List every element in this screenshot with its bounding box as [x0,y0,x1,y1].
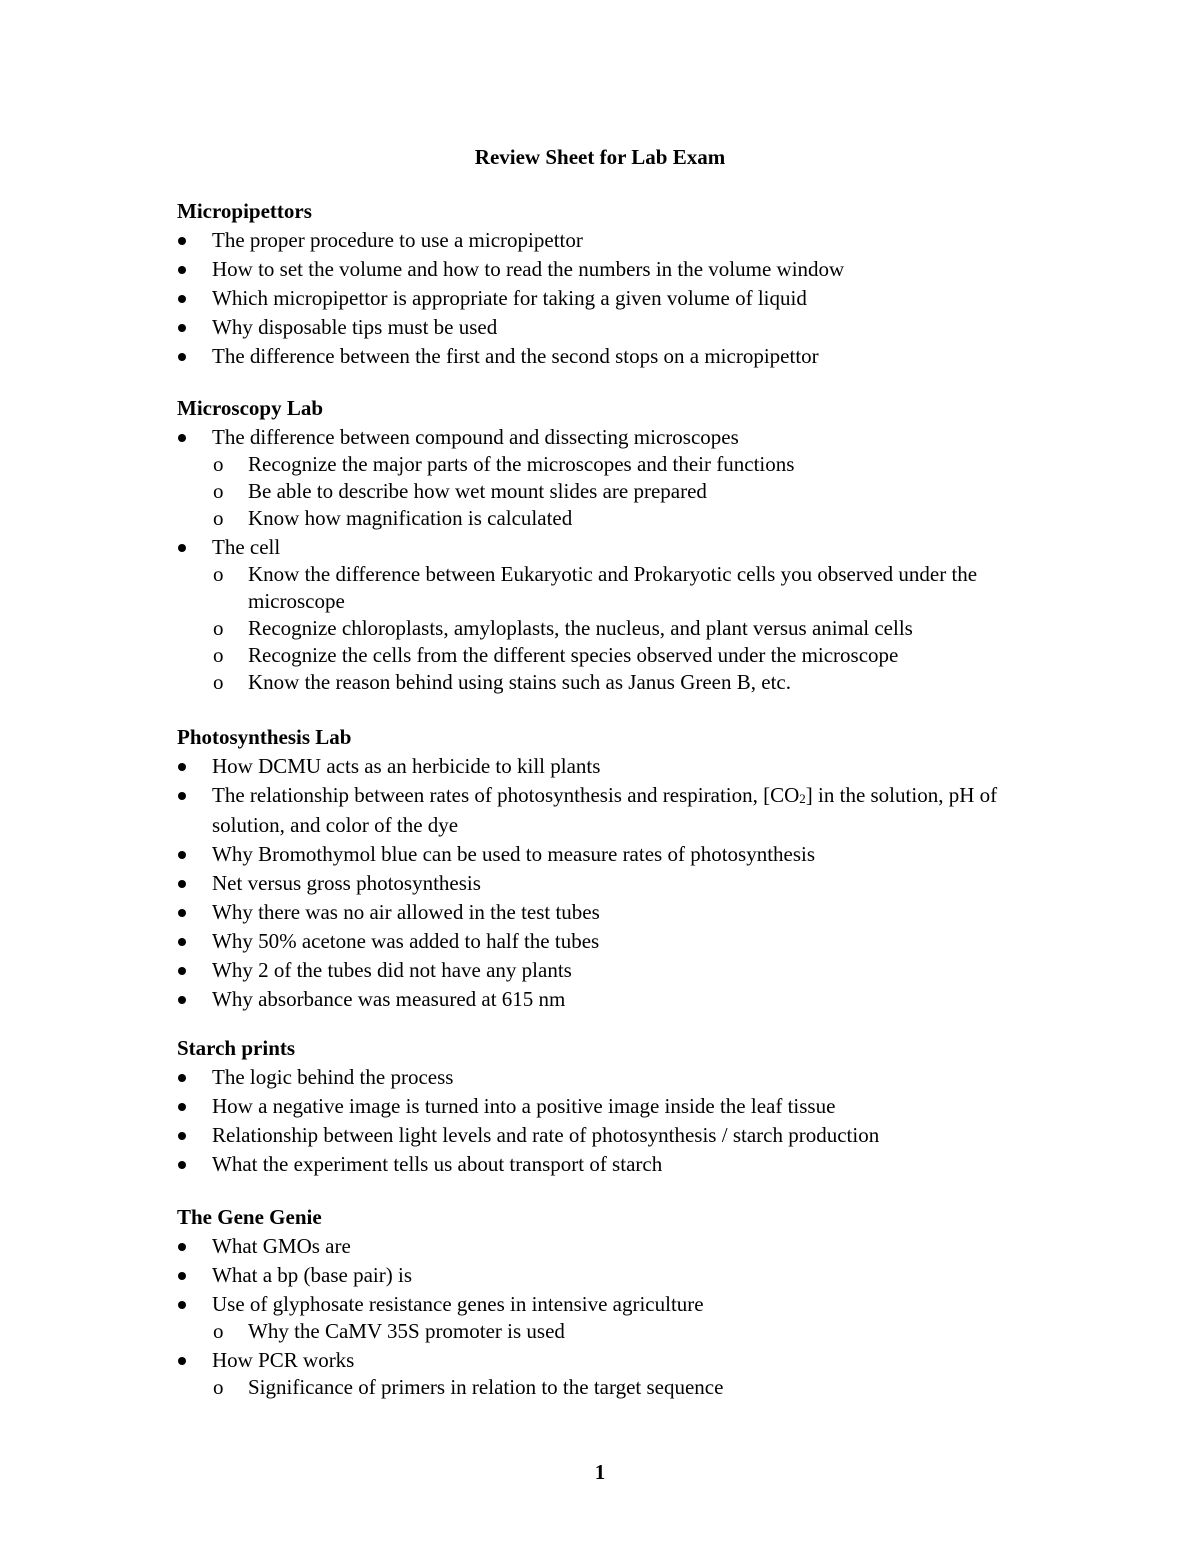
sub-list-item: o Significance of primers in relation to the target sequence [213,1375,724,1399]
sub-list [177,1374,1037,1401]
sub-bullet-marker: o [213,452,224,476]
sub-list [177,451,1037,532]
list-item: The proper procedure to use a micropipettor [177,227,1037,254]
list-item [177,534,1037,696]
bullet-list [177,424,1037,696]
sub-list [177,1318,1037,1345]
sub-list-item: o Know the difference between Eukaryotic and Prokaryotic cells you observed under the microscope [213,562,978,613]
bullet-list [177,1233,1037,1401]
list-item: How to set the volume and how to read the numbers in the volume window [177,256,1037,283]
list-item: What a bp (base pair) is [177,1262,1037,1289]
sub-list-item: o Know how magnification is calculated [213,506,573,530]
sub-list [177,561,1037,696]
section-starch-prints [177,1035,1037,1180]
list-item: What GMOs are [177,1233,1037,1260]
section-heading: Micropipettors [177,199,312,223]
list-item: Why 2 of the tubes did not have any plants [177,957,1037,984]
sub-list-item: o Be able to describe how wet mount slides are prepared [213,479,707,503]
list-item: What the experiment tells us about transport of starch [177,1151,1037,1178]
list-item [177,1347,1037,1401]
subscript-two: 2 [799,791,806,806]
sub-list-item: o Recognize the cells from the different species observed under the microscope [213,643,899,667]
list-item-text: The difference between compound and dissecting microscopes [212,425,739,449]
list-item: Why Bromothymol blue can be used to measure rates of photosynthesis [177,841,1037,868]
sub-bullet-marker: o [213,670,224,694]
list-item: Relationship between light levels and rate of photosynthesis / starch production [177,1122,1037,1149]
list-item: Why disposable tips must be used [177,314,1037,341]
sub-bullet-marker: o [213,1375,224,1399]
list-item: Why there was no air allowed in the test tubes [177,899,1037,926]
list-item: Net versus gross photosynthesis [177,870,1037,897]
page-number: 1 [594,1460,606,1484]
list-item-text: The cell [212,535,281,559]
list-item: How a negative image is turned into a positive image inside the leaf tissue [177,1093,1037,1120]
list-item-text: How PCR works [212,1348,355,1372]
sub-bullet-marker: o [213,506,224,530]
section-micropipettors [177,198,1037,372]
sub-bullet-marker: o [213,562,224,586]
sub-list-item: o Recognize chloroplasts, amyloplasts, the nucleus, and plant versus animal cells [213,616,913,640]
sub-list-item: o Recognize the major parts of the microscopes and their functions [213,452,795,476]
list-item: The difference between the first and the second stops on a micropipettor [177,343,1037,370]
bullet-list [177,1064,1037,1178]
document-title: Review Sheet for Lab Exam [474,145,726,169]
section-heading: The Gene Genie [177,1205,322,1229]
sub-bullet-marker: o [213,1319,224,1343]
list-item [177,424,1037,532]
section-heading: Starch prints [177,1036,296,1060]
list-item [177,1291,1037,1345]
list-item: Why absorbance was measured at 615 nm [177,986,1037,1013]
list-item: Which micropipettor is appropriate for taking a given volume of liquid [177,285,1037,312]
bullet-list [177,227,1037,370]
sub-list-item: o Know the reason behind using stains such as Janus Green B, etc. [213,670,791,694]
sub-bullet-marker: o [213,616,224,640]
list-item: How DCMU acts as an herbicide to kill plants [177,753,1037,780]
section-heading: Photosynthesis Lab [177,725,352,749]
section-gene-genie [177,1204,1037,1403]
sub-list-item: o Why the CaMV 35S promoter is used [213,1319,565,1343]
section-microscopy [177,395,1037,698]
section-heading: Microscopy Lab [177,396,324,420]
sub-bullet-marker: o [213,479,224,503]
bullet-list [177,753,1037,1013]
list-item: Why 50% acetone was added to half the tubes [177,928,1037,955]
sub-bullet-marker: o [213,643,224,667]
list-item: The relationship between rates of photosynthesis and respiration, $[CO_2]$ in the solution, pH of solution, and color of the dye [177,782,1037,839]
list-item-text: Use of glyphosate resistance genes in intensive agriculture [212,1292,704,1316]
section-photosynthesis [177,724,1037,1015]
list-item: The logic behind the process [177,1064,1037,1091]
